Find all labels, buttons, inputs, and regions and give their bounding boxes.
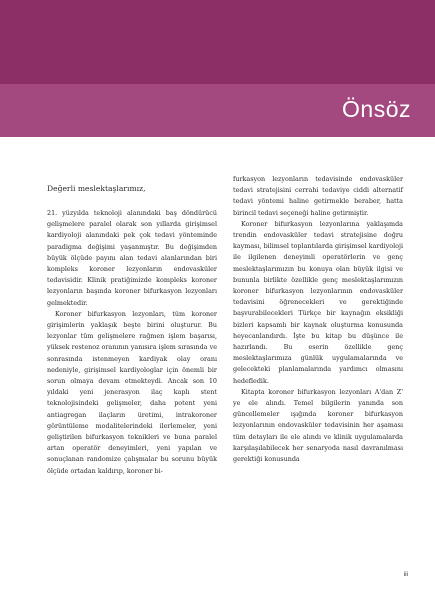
paragraph: Koroner bifurkasyon lezyonları, tüm koroner girişimlerin yaklaşık beşte birini oluşturur. Bu lezyonlar tüm gelişmelere rağmen işlem başarısı, yüksek restenoz oranının yanısıra işlem sırasında ve sonrasında istenmeyen kardiyak olay oranı nedeniyle, girişimsel kardiyologlar için önemli bir sorun olmaya devam etmekteydi. Ancak son 10 yıldaki yeni jenerasyon ilaç kaplı stent teknolojisindeki gelişmeler, daha potent yeni antiagregan ilaçların üretimi, intrakoroner görüntüleme modalitelerindeki ilerlemeler, yeni geliştirilen bifurkasyon teknikleri ve buna paralel artan operatör deneyimleri, yeni yapılan ve sonuçlanan randomize çalışmalar bu sorunu büyük ölçüde ortadan kaldırıp, koroner bi- (47, 309, 217, 475)
paragraph: 21. yüzyılda teknoloji alanındaki baş döndürücü gelişmelere paralel olarak son yıllarda girişimsel kardiyoloji alanındaki pek çok tedavi yönteminde paradigma değişimi yaşanmıştır. Bu değişimden büyük ölçüde payını alan tedavi alanlarından biri kompleks koroner lezyonların endovasküler tedavisidir. Klinik pratiğimizde kompleks koroner lezyonların başında koroner bifurkasyon lezyonları gelmektedir. (47, 209, 217, 307)
paragraph: Kitapta koroner bifurkasyon lezyonları A'dan Z' ye ele alındı. Temel bilgilerin yanında son güncellemeler ışığında koroner bifurkasyon lezyonlarının endovasküler tedavisinin her aşaması tüm detayları ile ele alındı ve klinik uygulamalarda karşılaşılabilecek her senaryoda nasıl davranılması gerektiği konusunda (233, 387, 403, 464)
left-text-column (47, 208, 217, 477)
right-text-column (233, 174, 403, 465)
salutation: Değerli meslektaşlarımız, (47, 184, 146, 193)
header-top-bar (0, 0, 435, 84)
page-number: iii (403, 571, 408, 578)
page-title: Önsöz (342, 96, 411, 122)
paragraph: furkasyon lezyonların tedavisinde endovasküler tedavi stratejisini cerrahi tedaviye ciddi alternatif tedavi yöntemi haline getirmekle beraber, hatta birincil tedavi seçeneği haline getirmiştir. (233, 175, 403, 217)
paragraph: Koroner bifurkasyon lezyonlarına yaklaşımda trendin endovasküler tedavi stratejisine doğru kayması, bilimsel toplantılarda girişimsel kardiyoloji ile ilgilenen deneyimli operatörlerin ve genç meslektaşlarımızın bu konuya olan büyük ilgisi ve bununla birlikte özellikle genç meslektaşlarımızın koroner bifurkasyon lezyonlarının endovasküler tedavisini öğrenecekleri ve gerektiğinde başvurabilecekleri Türkçe bir kaynağın eksikliği bizleri kapsamlı bir kaynak oluşturma konusunda heyecanlandırdı. İşte bu kitap bu düşünce ile hazırlandı. Bu eserin özellikle genç meslektaşlarımıza günlük uygulamalarında ve gelecekteki planlamalarında yardımcı olmasını hedefledik. (233, 219, 403, 385)
